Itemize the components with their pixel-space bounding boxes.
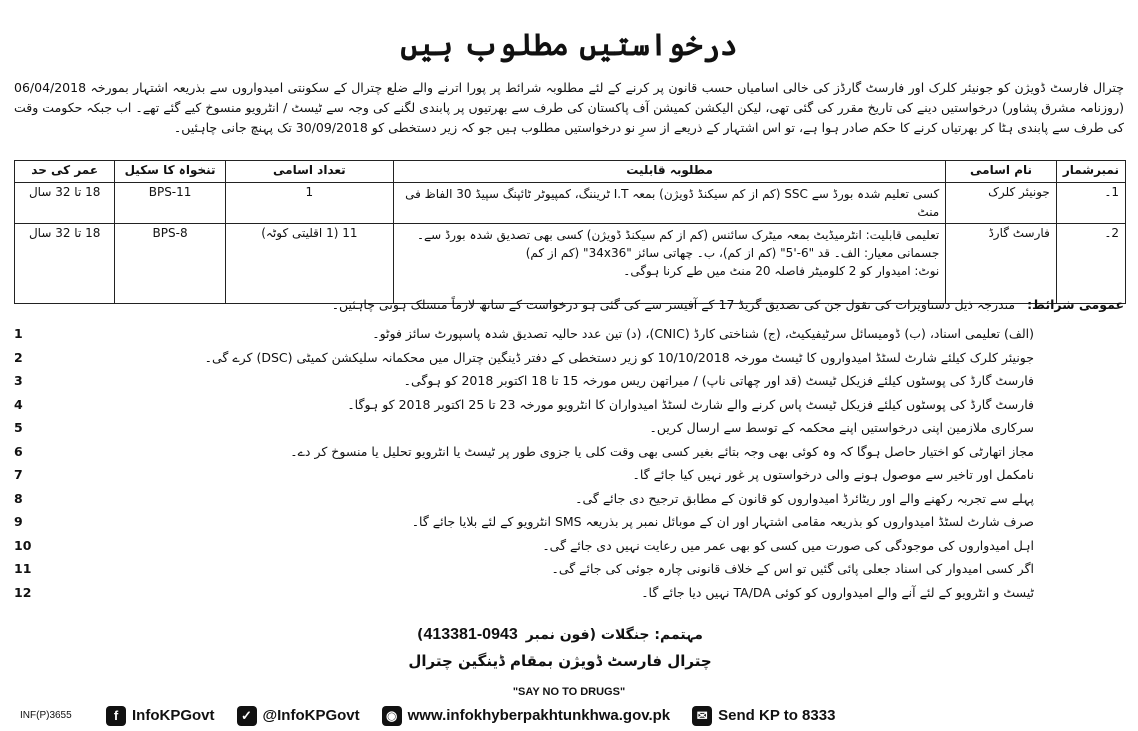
- condition-text: فارسٹ گارڈ کی پوسٹوں کیلئے فزیکل ٹیسٹ پاس کرنے والے شارٹ لسٹڈ امیدواران کا انٹرویو مورخہ 23 تا 25 اکتوبر 2018 کو ہوگا۔: [347, 396, 1034, 412]
- footer-facebook: [106, 706, 215, 726]
- list-item: [14, 557, 1124, 581]
- facebook-handle: InfoKPGovt: [132, 707, 215, 724]
- conditions-list: [14, 322, 1124, 604]
- intro-paragraph: چترال فارسٹ ڈویژن کو جونیئر کلرک اور فارسٹ گارڈز کی خالی اسامیاں حسب قانون پر کرنے کے لئے مطلوبہ شرائط پر پورا اترنے والے ضلع چترال کے سکونتی امیدواروں سے بذریعہ اشتہار بمورخہ 06/04/2018 (روزنامہ مشرق پشاور) درخواستیں دینے کی تاریخ مقرر کی گئی تھی، لیکن الیکشن کمیشن آف پاکستان کی طرف سے بھرتیوں پر پابندی لگنے کی وجہ سے ٹیسٹ / انٹرویو منسوخ کیے گئے تھے۔ اب جبکہ حکومت وقت کی طرف سے پابندی ہٹا کر بھرتیاں کرنے کا حکم صادر ہوا ہے، تو اس اشتہار کے ذریعے از سرِ نو درخواستیں مطلوب ہیں جو کہ زیر دستخطی کو 30/09/2018 تک پہنچ جانی چاہئیں۔: [14, 80, 1124, 135]
- header-name: نام اسامی: [946, 161, 1057, 183]
- list-item: [14, 463, 1124, 487]
- list-item: [14, 534, 1124, 558]
- condition-text: ٹیسٹ و انٹرویو کے لئے آنے والے امیدواروں کو کوئی TA/DA نہیں دیا جائے گا۔: [641, 584, 1034, 600]
- condition-number: 2: [14, 349, 23, 365]
- row-sno: 2۔: [1056, 224, 1125, 304]
- condition-number: 9: [14, 514, 23, 530]
- page-title: درخواستیں مطلوب ہیں: [400, 28, 738, 63]
- list-item: [14, 487, 1124, 511]
- list-item: [14, 440, 1124, 464]
- condition-text: صرف شارٹ لسٹڈ امیدواروں کو بذریعہ مقامی اشتہار اور ان کے موبائل نمبر پر بذریعہ SMS انٹرویو کے لئے بلایا جائے گا۔: [411, 514, 1034, 530]
- header-scale: تنخواہ کا سکیل: [115, 161, 225, 183]
- row-qualification: [393, 224, 945, 304]
- contact-block: [380, 626, 740, 670]
- condition-number: 1: [14, 326, 23, 342]
- contact-office: چترال فارسٹ ڈویژن بمقام ڈینگین چترال: [408, 652, 712, 670]
- row-scale: BPS-11: [115, 183, 225, 224]
- footer-website: [382, 706, 671, 726]
- footer-twitter: [237, 706, 360, 726]
- row-age: 18 تا 32 سال: [15, 224, 115, 304]
- condition-text: پہلے سے تجربہ رکھنے والے اور ریٹائرڈ امیدواروں کو قانون کے مطابق ترجیح دی جائے گی۔: [575, 490, 1034, 506]
- posts-table: [14, 160, 1126, 304]
- condition-number: 4: [14, 396, 23, 412]
- condition-text: اگر کسی امیدوار کی اسناد جعلی پائی گئیں تو اس کے خلاف قانونی چارہ جوئی کی جائے گی۔: [551, 561, 1034, 577]
- row-name: جونیئر کلرک: [946, 183, 1057, 224]
- general-conditions-intro: مندرجہ ذیل دستاویزات کی نقول جن کی تصدیق گریڈ 17 کے آفیسر سے کی گئی ہو درخواست کے ساتھ لازماً منسلک ہونی چاہئیں۔: [331, 297, 1016, 312]
- qualification-line: نوٹ: امیدوار کو 2 کلومیٹر فاصلہ 20 منٹ میں طے کرنا ہوگی۔: [623, 264, 940, 278]
- condition-number: 12: [14, 584, 32, 600]
- condition-number: 11: [14, 561, 32, 577]
- row-age: 18 تا 32 سال: [15, 183, 115, 224]
- condition-text: نامکمل اور تاخیر سے موصول ہونے والی درخواستوں پر غور نہیں کیا جائے گا۔: [632, 467, 1034, 483]
- condition-text: فارسٹ گارڈ کی پوسٹوں کیلئے فزیکل ٹیسٹ (قد اور چھاتی ناپ) / میراتھن ریس مورخہ 15 تا 18 اکتوبر 2018 کو ہوگی۔: [403, 373, 1034, 389]
- qualification-line: تعلیمی قابلیت: انٹرمیڈیٹ بمعہ میٹرک سائنس (کم از کم سیکنڈ ڈویژن) کسی بھی تصدیق شدہ بورڈ سے۔: [417, 228, 940, 242]
- sms-icon: ✉: [692, 706, 712, 726]
- condition-number: 8: [14, 490, 23, 506]
- qualification-line: کسی تعلیم شدہ بورڈ سے SSC (کم از کم سیکنڈ ڈویژن) بمعہ I.T ٹریننگ، کمپیوٹر ٹائپنگ سپیڈ 30 الفاظ فی منٹ: [405, 187, 940, 219]
- contact-phone: 0943-413381: [423, 626, 518, 643]
- footer-bar: [0, 700, 1138, 731]
- slogan: "SAY NO TO DRUGS": [512, 686, 626, 698]
- list-item: [14, 416, 1124, 440]
- table-row: [15, 224, 1126, 304]
- website-url: www.infokhyberpakhtunkhwa.gov.pk: [407, 707, 671, 724]
- condition-number: 10: [14, 537, 32, 553]
- list-item: [14, 581, 1124, 605]
- condition-text: جونیئر کلرک کیلئے شارٹ لسٹڈ امیدواروں کا ٹیسٹ مورخہ 10/10/2018 کو زیر دستخطی کے دفتر ڈینگین چترال میں محکمانہ سلیکشن کمیٹی (DSC) کرے گی۔: [204, 349, 1034, 365]
- condition-text: مجاز اتھارٹی کو اختیار حاصل ہوگا کہ وہ کوئی بھی وجہ بتائے بغیر کسی بھی وقت کلی یا جزوی طور پر ٹیسٹ یا انٹرویو تحلیل یا منسوخ کر دے۔: [290, 443, 1034, 459]
- row-name: فارسٹ گارڈ: [946, 224, 1057, 304]
- facebook-icon: f: [106, 706, 126, 726]
- row-count: 1: [225, 183, 393, 224]
- footer-sms: [692, 706, 835, 726]
- condition-text: سرکاری ملازمین اپنی درخواستیں اپنے محکمہ کے توسط سے ارسال کریں۔: [649, 420, 1034, 436]
- twitter-handle: @InfoKPGovt: [262, 707, 360, 724]
- condition-number: 7: [14, 467, 23, 483]
- globe-icon: ◉: [382, 706, 402, 726]
- row-sno: 1۔: [1056, 183, 1125, 224]
- header-age: عمر کی حد: [15, 161, 115, 183]
- table-row: [15, 183, 1126, 224]
- list-item: [14, 322, 1124, 346]
- list-item: [14, 510, 1124, 534]
- condition-text: اہل امیدواروں کی موجودگی کی صورت میں کسی کو بھی عمر میں رعایت نہیں دی جائے گی۔: [542, 537, 1034, 553]
- qualification-line: جسمانی معیار: الف۔ قد "6-'5" (کم از کم)، ب۔ چھاتی سائز "34x36" (کم از کم): [525, 246, 940, 260]
- contact-label: مہتمم: جنگلات (فون نمبر: [525, 627, 703, 643]
- condition-text: (الف) تعلیمی اسناد، (ب) ڈومیسائل سرٹیفیکیٹ، (ج) شناختی کارڈ (CNIC)، (د) تین عدد حالیہ تصدیق شدہ پاسپورٹ سائز فوٹو۔: [372, 326, 1034, 342]
- row-count: 11 (1 اقلیتی کوٹہ): [225, 224, 393, 304]
- header-qualification: مطلوبہ قابلیت: [393, 161, 945, 183]
- header-count: تعداد اسامی: [225, 161, 393, 183]
- inf-code: INF(P)3655: [20, 710, 72, 721]
- list-item: [14, 393, 1124, 417]
- condition-number: 5: [14, 420, 23, 436]
- sms-text: Send KP to 8333: [718, 707, 836, 724]
- list-item: [14, 346, 1124, 370]
- condition-number: 3: [14, 373, 23, 389]
- list-item: [14, 369, 1124, 393]
- contact-line: مہتمم: جنگلات (فون نمبر0943-413381): [417, 626, 703, 643]
- header-sno: نمبرشمار: [1056, 161, 1125, 183]
- general-conditions-heading: [14, 297, 1124, 312]
- general-conditions-label: عمومی شرائط:: [1027, 297, 1124, 312]
- table-header-row: [15, 161, 1126, 183]
- row-qualification: [393, 183, 945, 224]
- row-scale: BPS-8: [115, 224, 225, 304]
- condition-number: 6: [14, 443, 23, 459]
- twitter-icon: ✓: [237, 706, 257, 726]
